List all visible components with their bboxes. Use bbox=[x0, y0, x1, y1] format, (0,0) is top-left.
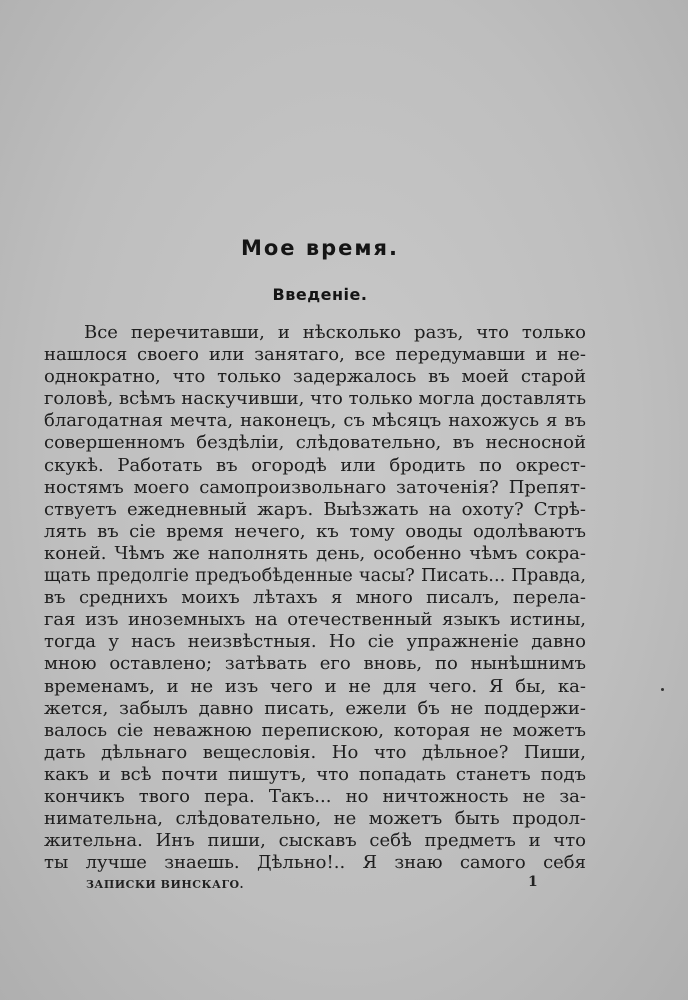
text-line: щать предолгіе предъобѣденные часы? Писать... Правда, bbox=[44, 566, 586, 587]
text-line: однократно, что только задержалось въ моей старой bbox=[44, 366, 586, 388]
chapter-title: Мое время. bbox=[240, 236, 400, 260]
text-line: кончикъ твого пера. Такъ... но ничтожность не за- bbox=[44, 785, 586, 807]
text-line: ты лучше знаешь. Дѣльно!.. Я знаю самого себя bbox=[44, 852, 586, 874]
text-line: коней. Чѣмъ же наполнять день, особенно чѣмъ сокра- bbox=[44, 542, 586, 564]
text-line: жется, забылъ давно писать, ежели бъ не поддержи- bbox=[44, 697, 586, 719]
text-line: головѣ, всѣмъ наскучивши, что только могла доставлять bbox=[44, 388, 586, 410]
text-line: скукѣ. Работать въ огородѣ или бродить по окрест- bbox=[44, 454, 586, 476]
text-line: благодатная мечта, наконецъ, съ мѣсяцъ нахожусь я въ bbox=[44, 410, 586, 432]
text-line: валось сіе неважною перепискою, которая не можетъ bbox=[44, 719, 586, 741]
text-line: тогда у насъ неизвѣстныя. Но сіе упражненіе давно bbox=[44, 631, 586, 653]
text-line: нимательна, слѣдовательно, не можетъ быть продол- bbox=[44, 808, 586, 830]
paper-speck bbox=[661, 688, 664, 691]
section-subtitle: Введеніе. bbox=[272, 285, 368, 304]
text-line: въ среднихъ моихъ лѣтахъ я много писалъ, перела- bbox=[44, 587, 586, 609]
text-line: совершенномъ бездѣліи, слѣдовательно, въ несносной bbox=[44, 432, 586, 454]
page-number: 1 bbox=[528, 874, 538, 890]
text-line: Все перечитавши, и нѣсколько разъ, что только bbox=[84, 322, 586, 343]
text-line: ностямъ моего самопроизвольнаго заточенія? Препят- bbox=[44, 476, 586, 498]
text-line: какъ и всѣ почти пишутъ, что попадать станетъ подъ bbox=[44, 763, 586, 785]
text-line: нашлося своего или занятаго, все передумавши и не- bbox=[44, 344, 586, 366]
text-line: жительна. Инъ пиши, сыскавъ себѣ предметъ и что bbox=[44, 830, 586, 852]
text-line: дать дѣльнаго вещесловія. Но что дѣльное? Пиши, bbox=[44, 741, 586, 763]
text-line: ствуетъ ежедневный жаръ. Выѣзжать на охоту? Стрѣ- bbox=[44, 498, 586, 520]
body-text bbox=[44, 322, 586, 874]
text-line: временамъ, и не изъ чего и не для чего. Я бы, ка- bbox=[44, 675, 586, 697]
text-line: мною оставлено; затѣвать его вновь, по нынѣшнимъ bbox=[44, 653, 586, 675]
printer-signature: ЗАПИСКИ ВИНСКАГО. bbox=[86, 878, 244, 891]
text-line: гая изъ иноземныхъ на отечественный языкъ истины, bbox=[44, 609, 586, 631]
text-line: лять въ сіе время нечего, къ тому оводы одолѣваютъ bbox=[44, 520, 586, 542]
